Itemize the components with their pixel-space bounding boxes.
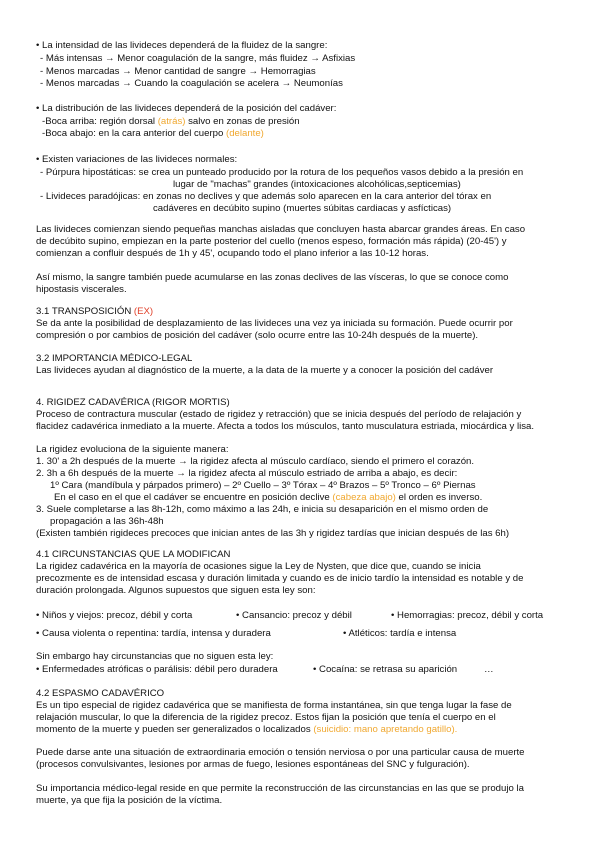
list-item: lugar de "machas" grandes (intoxicaciones alcohólicas,septicemias) — [173, 179, 461, 190]
list-item: 1. 30' a 2h después de la muerte → la rigidez afecta al músculo cardíaco, siendo el primero el corazón. — [36, 456, 475, 467]
list-item: • Hemorragias: precoz, débil y corta — [391, 610, 544, 621]
list-item: propagación a las 36h-48h — [50, 516, 164, 527]
paragraph-line: duración prolongada. Algunos supuestos que siguen esta ley son: — [36, 585, 316, 596]
list-item: - Menos marcadas → Cuando la coagulación se acelera → Neumonías — [40, 78, 343, 89]
section-title-4-2: 4.2 ESPASMO CADAVÉRICO — [36, 688, 165, 699]
paragraph-line: Así mismo, la sangre también puede acumularse en las zonas declives de las vísceras, lo que se conoce como — [36, 272, 509, 283]
exam-tag: (EX) — [133, 306, 154, 317]
paragraph-line: flacidez cadavérica inmediato a la muerte. Afecta a todos los músculos, tanto musculatura estriada, miocárdica y lisa. — [36, 421, 535, 432]
paragraph-line: muerte, ya que fija la posición de la víctima. — [36, 795, 223, 806]
paragraph-line: (Existen también rigideces precoces que inician antes de las 3h y rigidez tardías que inician después de las 6h) — [36, 528, 510, 539]
paragraph-line: Sin embargo hay circunstancias que no siguen esta ley: — [36, 651, 274, 662]
paragraph-line: La rigidez evoluciona de la siguiente manera: — [36, 444, 229, 455]
paragraph-line: (procesos convulsivantes, lesiones por armas de fuego, lesiones espontáneas del SNC y fulguración). — [36, 759, 470, 770]
ellipsis: … — [484, 664, 494, 675]
note-highlight: (delante) — [226, 128, 264, 139]
paragraph-line: Su importancia médico-legal reside en que permite la reconstrucción de las circunstancias en las que se produjo la — [36, 783, 524, 794]
bullet-distribution-title: • La distribución de las livideces dependerá de la posición del cadáver: — [36, 103, 337, 114]
list-item: • Enfermedades atróficas o parálisis: débil pero duradera — [36, 664, 278, 675]
paragraph-line: Proceso de contractura muscular (estado de rigidez y retracción) que se inicia después del período de relajación y — [36, 409, 522, 420]
paragraph-line: La rigidez cadavérica en la mayoría de ocasiones sigue la Ley de Nysten, que dice que, cuando se inicia — [36, 561, 481, 572]
bullet-fluidity-title: • La intensidad de las livideces dependerá de la fluidez de la sangre: — [36, 40, 328, 51]
paragraph-line: Las livideces comienzan siendo pequeñas manchas aisladas que concluyen hasta abarcar grandes áreas. En caso — [36, 224, 526, 235]
list-item: 2. 3h a 6h después de la muerte → la rigidez afecta al músculo estriado de arriba a abajo, es decir: — [36, 468, 458, 479]
paragraph-line: Es un tipo especial de rigidez cadavérica que se manifiesta de forma instantánea, sin que tenga lugar la fase de — [36, 700, 512, 711]
list-item: -Boca abajo: en la cara anterior del cuerpo (delante) — [42, 128, 264, 139]
list-item: -Boca arriba: región dorsal (atrás) salvo en zonas de presión — [42, 116, 300, 127]
list-item: 1º Cara (mandíbula y párpados primero) – 2º Cuello – 3º Tórax – 4º Brazos – 5º Tronco – 6º Piernas — [50, 480, 476, 491]
section-title-4-1: 4.1 CIRCUNSTANCIAS QUE LA MODIFICAN — [36, 549, 231, 560]
bullet-variations-title: • Existen variaciones de las livideces normales: — [36, 154, 238, 165]
list-item: • Cansancio: precoz y débil — [236, 610, 352, 621]
list-item: 3. Suele completarse a las 8h-12h, como máximo a las 24h, e inicia su desaparición en el mismo orden de — [36, 504, 489, 515]
note-highlight: (suicidio: mano apretando gatillo). — [313, 724, 458, 735]
list-item: • Cocaína: se retrasa su aparición — [313, 664, 458, 675]
list-item: • Causa violenta o repentina: tardía, intensa y duradera — [36, 628, 271, 639]
section-title-3-2: 3.2 IMPORTANCIA MÉDICO-LEGAL — [36, 353, 193, 364]
section-title-3-1: 3.1 TRANSPOSICIÓN (EX) — [36, 306, 154, 317]
note-highlight: (cabeza abajo) — [332, 492, 396, 503]
paragraph-line: compresión o por cambios de posición del cadáver (solo ocurre entre las 10-24h después de la muerte). — [36, 330, 479, 341]
paragraph-line: momento de la muerte y pueden ser generalizados o localizados (suicidio: mano apretando gatillo). — [36, 724, 458, 735]
paragraph-line: Las livideces ayudan al diagnóstico de la muerte, a la data de la muerte y a conocer la posición del cadáver — [36, 365, 494, 376]
list-item: - Más intensas → Menor coagulación de la sangre, más fluidez → Asfixias — [40, 53, 356, 64]
list-item: • Niños y viejos: precoz, débil y corta — [36, 610, 193, 621]
list-item: - Livideces paradójicas: en zonas no declives y que además solo aparecen en la cara anterior del tórax en — [40, 191, 492, 202]
paragraph-line: relajación muscular, lo que la diferencia de la rigidez precoz. Estos fijan la posición que tenía el cuerpo en el — [36, 712, 496, 723]
paragraph-line: de decúbito supino, empiezan en la parte posterior del cuello (menos espeso, formación más rápida) (20-45') y — [36, 236, 507, 247]
list-item: - Púrpura hipostáticas: se crea un punteado producido por la rotura de los pequeños vasos debido a la presión en — [40, 167, 524, 178]
paragraph-line: Se da ante la posibilidad de desplazamiento de las livideces una vez ya iniciada su formación. Puede ocurrir por — [36, 318, 513, 329]
paragraph-line: precozmente es de intensidad escasa y duración limitada y cuando es de inicio tardío la intensidad es notable y de — [36, 573, 524, 584]
paragraph-line: comienzan a confluir después de 1h y 45', ocupando todo el plano inferior a las 10-12 horas. — [36, 248, 429, 259]
list-item: En el caso en el que el cadáver se encuentre en posición declive (cabeza abajo) el orden es inverso. — [54, 492, 483, 503]
list-item: - Menos marcadas → Menor cantidad de sangre → Hemorragias — [40, 66, 316, 77]
section-title-4: 4. RIGIDEZ CADAVÉRICA (RIGOR MORTIS) — [36, 397, 230, 408]
list-item: • Atléticos: tardía e intensa — [343, 628, 457, 639]
note-highlight: (atrás) — [157, 116, 186, 127]
paragraph-line: Puede darse ante una situación de extraordinaria emoción o tensión nerviosa o por una particular causa de muerte — [36, 747, 525, 758]
list-item: cadáveres en decúbito supino (muertes súbitas cardiacas y asfícticas) — [153, 203, 452, 214]
paragraph-line: hipostasis viscerales. — [36, 284, 127, 295]
